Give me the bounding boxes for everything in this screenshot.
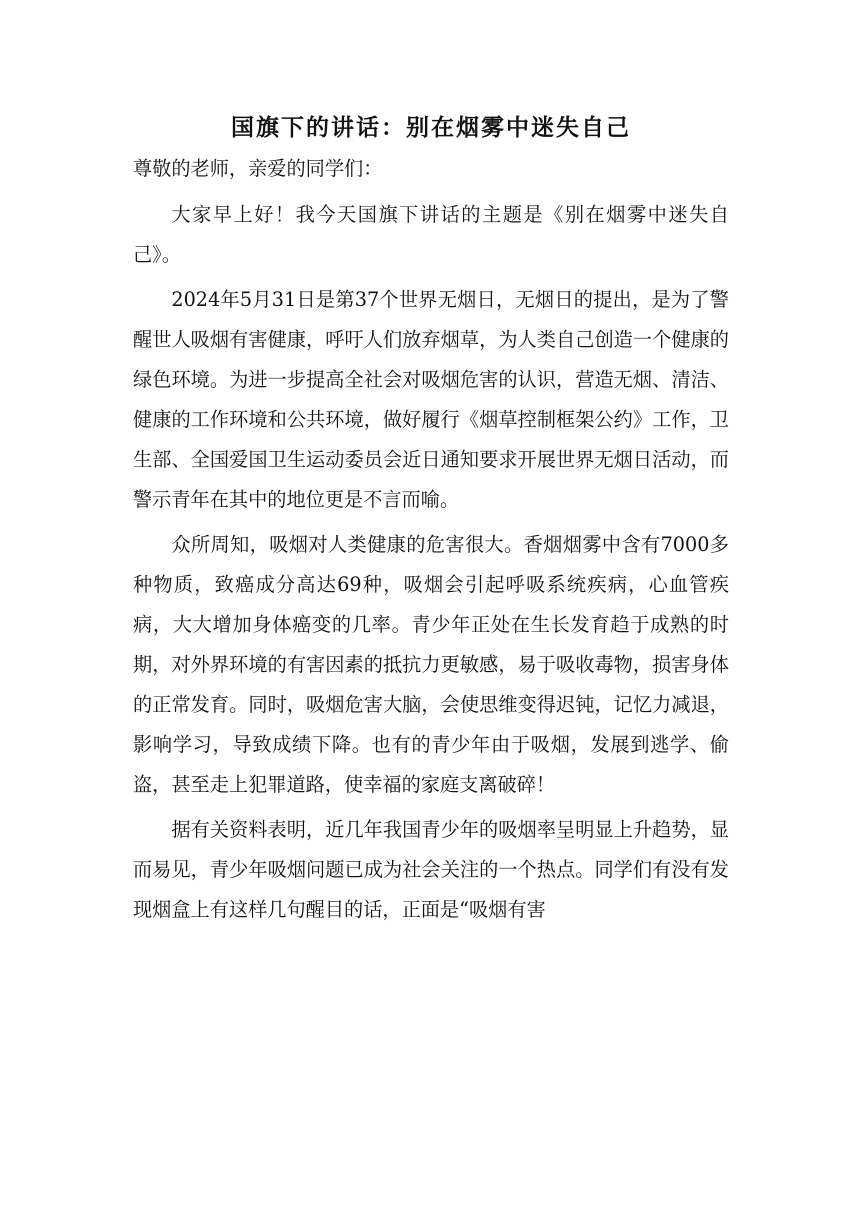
paragraph-youth-smoking: 据有关资料表明，近几年我国青少年的吸烟率呈明显上升趋势，显而易见，青少年吸烟问题已成为社会关注的一个热点。同学们有没有发现烟盒上有这样几句醒目的话，正面是“吸烟有害 [133, 818, 729, 921]
paragraph-greeting: 大家早上好！我今天国旗下讲话的主题是《别在烟雾中迷失自己》。 [133, 203, 729, 266]
salutation: 尊敬的老师，亲爱的同学们： [133, 157, 383, 180]
paragraph-smoking-harm: 众所周知，吸烟对人类健康的危害很大。香烟烟雾中含有7000多种物质，致癌成分高达69种，吸烟会引起呼吸系统疾病，心血管疾病，大大增加身体癌变的几率。青少年正处在生长发育趋于成熟的时期，对外界环境的有害因素的抵抗力更敏感，易于吸收毒物，损害身体的正常发育。同时，吸烟危害大脑，会使思维变得迟钝，记忆力减退，影响学习，导致成绩下降。也有的青少年由于吸烟，发展到逃学、偷盗，甚至走上犯罪道路，使幸福的家庭支离破碎！ [133, 533, 729, 796]
paragraph-no-tobacco-day: 2024年5月31日是第37个世界无烟日，无烟日的提出，是为了警醒世人吸烟有害健康，呼吁人们放弃烟草，为人类自己创造一个健康的绿色环境。为进一步提高全社会对吸烟危害的认识，营造无烟、清洁、健康的工作环境和公共环境，做好履行《烟草控制框架公约》工作，卫生部、全国爱国卫生运动委员会近日通知要求开展世界无烟日活动，而警示青年在其中的地位更是不言而喻。 [133, 288, 729, 511]
document-page [133, 0, 729, 930]
document-title: 国旗下的讲话：别在烟雾中迷失自己 [231, 115, 631, 141]
